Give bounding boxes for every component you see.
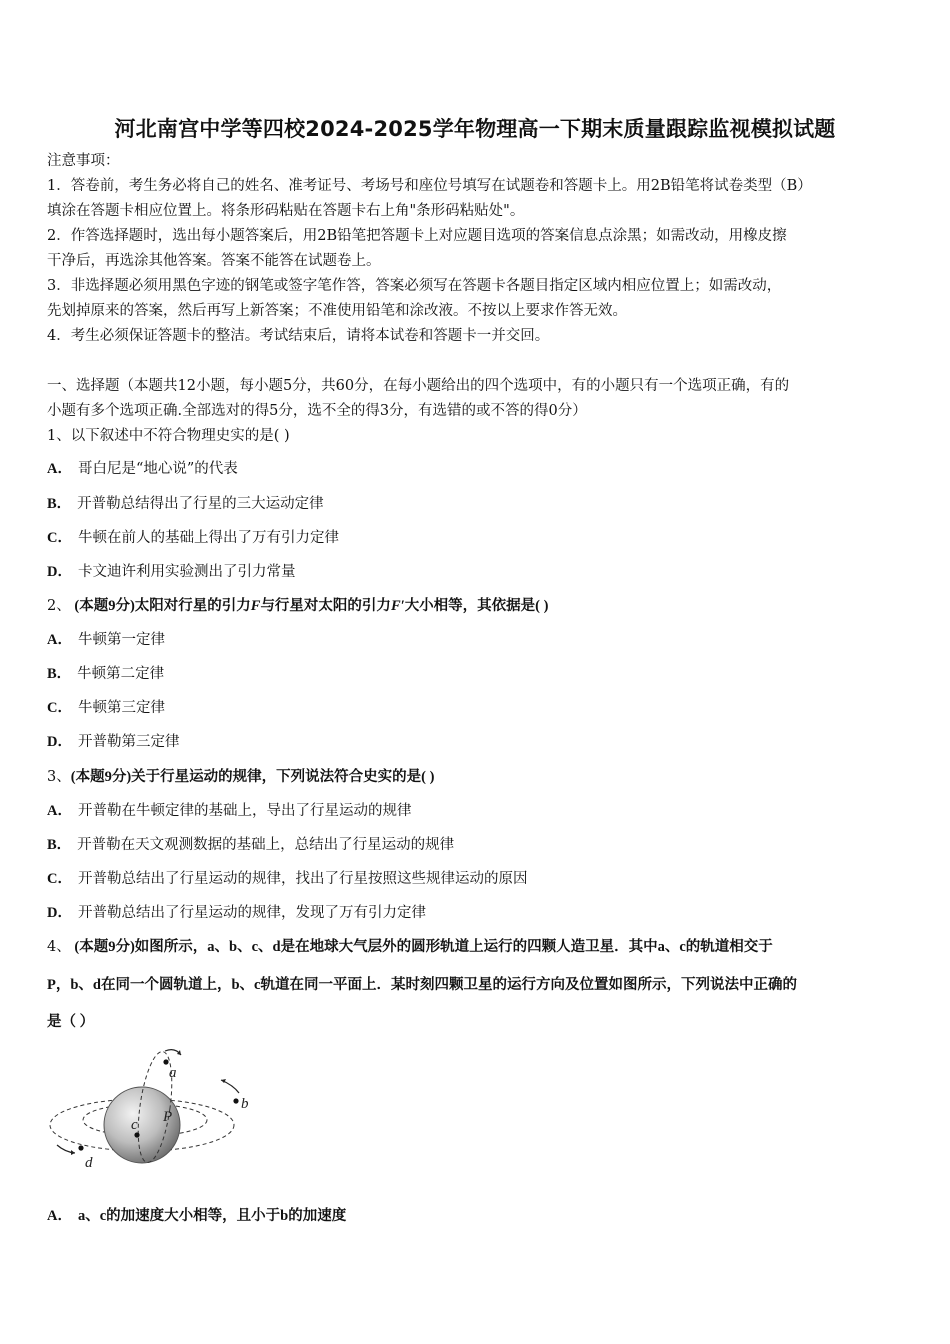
arrow-a-head [177, 1050, 181, 1055]
option-letter: A． [47, 803, 72, 819]
option-text: 开普勒在天文观测数据的基础上，总结出了行星运动的规律 [77, 837, 455, 853]
label-a: a [169, 1065, 177, 1081]
option-text: 开普勒在牛顿定律的基础上，导出了行星运动的规律 [77, 803, 412, 819]
notice-line: 干净后，再选涂其他答案。答案不能答在试题卷上。 [47, 253, 381, 269]
force-symbol-prime: F′ [390, 598, 405, 614]
label-b: b [241, 1096, 249, 1112]
option-letter: A． [47, 632, 72, 648]
label-c: c [131, 1117, 138, 1133]
option-text: 开普勒总结出了行星运动的规律，发现了万有引力定律 [77, 905, 426, 921]
notice-line: 填涂在答题卡相应位置上。将条形码粘贴在答题卡右上角"条形码粘贴处"。 [47, 203, 525, 219]
q1-option-d [47, 562, 909, 582]
section-heading: 小题有多个选项正确.全部选对的得5分，选不全的得3分，有选错的或不答的得0分） [47, 403, 587, 419]
question-text: (本题9分)如图所示，a、b、c、d是在地球大气层外的圆形轨道上运行的四颗人造卫星．其中a、c的轨道相交于 [70, 939, 773, 955]
satellite-orbit-figure [45, 1045, 265, 1175]
satellite-a [163, 1059, 168, 1064]
option-letter: A． [47, 1208, 72, 1224]
q3-option-b [47, 835, 909, 855]
question-number: 4、 [47, 939, 71, 955]
option-letter: D． [47, 564, 72, 580]
option-letter: D． [47, 905, 72, 921]
notice-line: 2．作答选择题时，选出每小题答案后，用2B铅笔把答题卡上对应题目选项的答案信息点涂黑；如需改动，用橡皮擦 [47, 228, 787, 244]
earth-sphere [104, 1087, 180, 1163]
satellite-d [78, 1145, 83, 1150]
force-symbol: F [250, 598, 261, 614]
notice-heading: 注意事项： [47, 153, 120, 169]
q1-option-c [47, 528, 909, 548]
q1-option-a [47, 459, 909, 479]
option-text: 牛顿第三定律 [77, 700, 165, 716]
notice-line: 4．考生必须保证答题卡的整洁。考试结束后，请将本试卷和答题卡一并交回。 [47, 328, 550, 344]
question-4-stem-line3: 是（ ） [47, 1014, 95, 1030]
notice-line: 先划掉原来的答案，然后再写上新答案；不准使用铅笔和涂改液。不按以上要求作答无效。 [47, 303, 627, 319]
notice-line: 3．非选择题必须用黑色字迹的钢笔或签字笔作答，答案必须写在答题卡各题目指定区域内相应位置上；如需改动， [47, 278, 782, 294]
option-text: 开普勒总结出了行星运动的规律，找出了行星按照这些规律运动的原因 [77, 871, 528, 887]
question-text: 与行星对太阳的引力 [260, 598, 391, 614]
q2-option-c [47, 698, 909, 718]
option-text: 开普勒第三定律 [77, 734, 180, 750]
question-text: 大小相等，其依据是( ) [404, 598, 549, 614]
q2-option-b [47, 664, 909, 684]
question-2-stem [47, 596, 909, 616]
option-letter: C． [47, 700, 72, 716]
section-heading: 一、选择题（本题共12小题，每小题5分，共60分，在每小题给出的四个选项中，有的小题只有一个选项正确，有的 [47, 378, 790, 394]
option-letter: C． [47, 871, 72, 887]
option-text: 牛顿第一定律 [77, 632, 165, 648]
q1-option-b [47, 494, 909, 514]
question-4-stem-line1 [47, 937, 909, 957]
option-text: 哥白尼是“地心说”的代表 [77, 461, 238, 477]
q2-option-a [47, 630, 909, 650]
satellite-b [233, 1098, 238, 1103]
notice-line: 1．答卷前，考生务必将自己的姓名、准考证号、考场号和座位号填写在试题卷和答题卡上。用2B铅笔将试卷类型（B） [47, 178, 812, 194]
option-letter: B． [47, 666, 72, 682]
question-3-stem [47, 767, 909, 787]
q3-option-a [47, 801, 909, 821]
option-text: 卡文迪许利用实验测出了引力常量 [77, 564, 296, 580]
q4-option-a [47, 1206, 909, 1226]
label-d: d [85, 1155, 93, 1171]
option-text: a、c的加速度大小相等，且小于b的加速度 [77, 1208, 347, 1224]
q2-option-d [47, 732, 909, 752]
option-letter: A． [47, 461, 72, 477]
option-letter: B． [47, 837, 72, 853]
label-P: P [163, 1109, 173, 1125]
question-text: (本题9分)关于行星运动的规律，下列说法符合史实的是( ) [70, 769, 435, 785]
q3-option-d [47, 903, 909, 923]
question-number: 3、 [47, 769, 71, 785]
option-letter: D． [47, 734, 72, 750]
option-letter: B． [47, 496, 72, 512]
satellite-c [134, 1132, 139, 1137]
option-text: 开普勒总结得出了行星的三大运动定律 [77, 496, 324, 512]
q3-option-c [47, 869, 909, 889]
exam-title: 河北南宫中学等四校2024-2025学年物理高一下期末质量跟踪监视模拟试题 [114, 117, 836, 141]
option-text: 牛顿第二定律 [77, 666, 165, 682]
question-1-stem: 1、以下叙述中不符合物理史实的是( ) [47, 428, 290, 444]
question-number: 2、 [47, 598, 71, 614]
option-letter: C． [47, 530, 72, 546]
question-text: (本题9分)太阳对行星的引力 [70, 598, 251, 614]
question-4-stem-line2: P，b、d在同一个圆轨道上，b、c轨道在同一平面上．某时刻四颗卫星的运行方向及位置如图所示，下列说法中正确的 [47, 977, 797, 993]
option-text: 牛顿在前人的基础上得出了万有引力定律 [77, 530, 339, 546]
